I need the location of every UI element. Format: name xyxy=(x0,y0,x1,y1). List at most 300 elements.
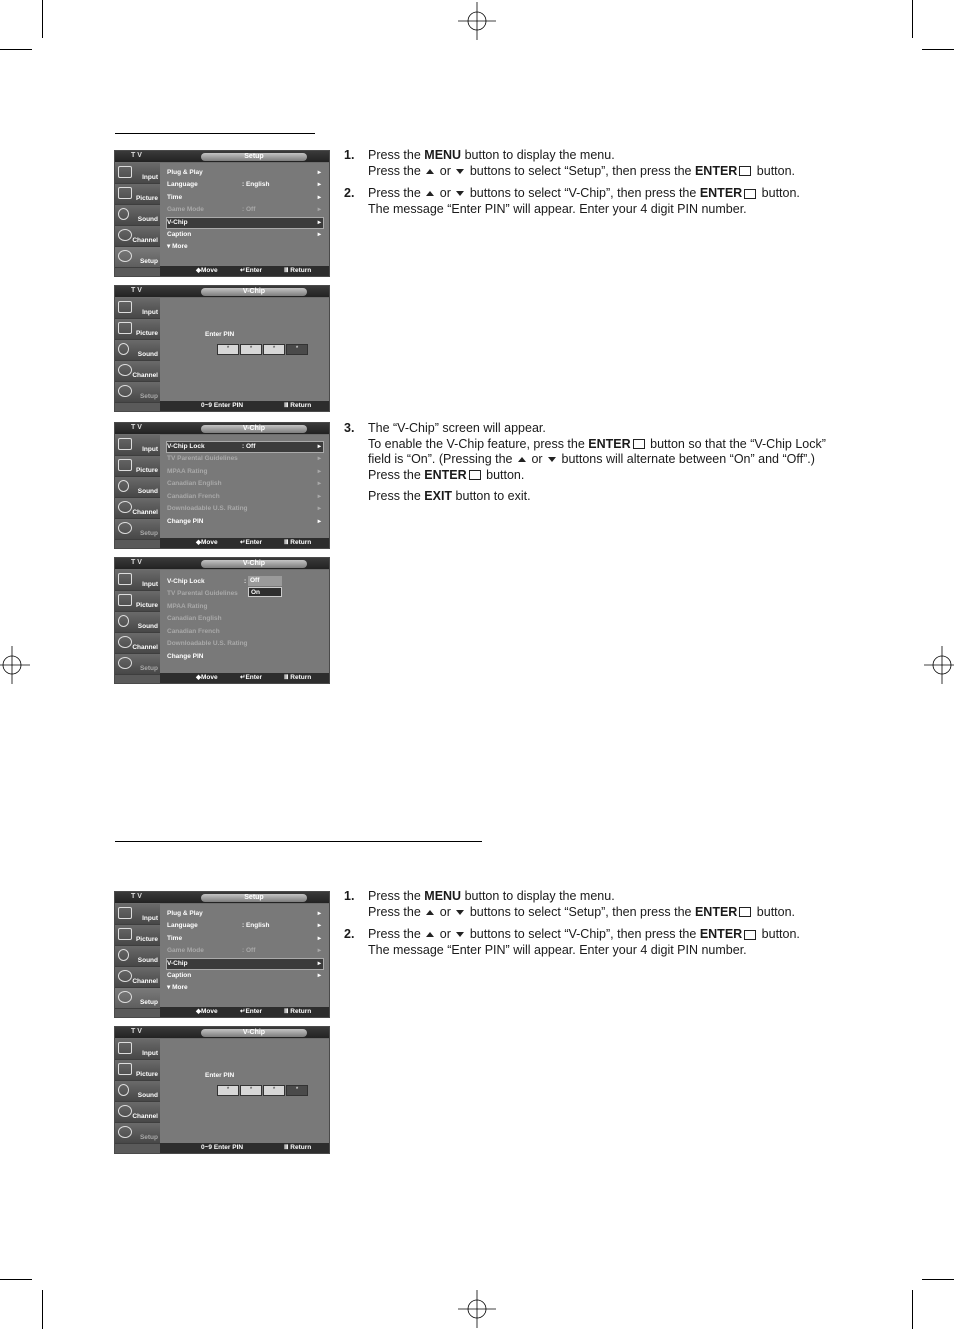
sidebar-item-setup[interactable] xyxy=(115,654,160,675)
sidebar-item-label: Picture xyxy=(135,936,158,943)
text: button. xyxy=(758,186,800,200)
sidebar-item-input[interactable] xyxy=(115,904,160,925)
sidebar-item-label: Picture xyxy=(135,1071,158,1078)
section-rule xyxy=(115,133,315,134)
osd-tv-label: T V xyxy=(131,424,142,431)
step-line xyxy=(368,927,800,943)
sidebar-item-input[interactable] xyxy=(115,570,160,591)
pin-digit-box[interactable]: * xyxy=(240,1085,262,1096)
text: Press the xyxy=(368,927,425,941)
text: buttons to select “Setup”, then press the xyxy=(466,163,695,178)
row-label: Canadian French xyxy=(167,628,220,635)
row-label: V-Chip xyxy=(167,219,188,226)
row-label: TV Parental Guidelines xyxy=(167,590,238,597)
sidebar-item-channel[interactable] xyxy=(115,226,160,247)
sound-icon xyxy=(118,208,129,220)
row-label: Downloadable U.S. Rating xyxy=(167,640,248,647)
crop-mark xyxy=(912,1290,913,1329)
up-arrow-icon xyxy=(518,457,526,462)
sidebar-item-setup[interactable] xyxy=(115,382,160,403)
row-value: : Off xyxy=(242,947,256,954)
exit-key: EXIT xyxy=(424,489,453,503)
sidebar-item-sound[interactable] xyxy=(115,1081,160,1102)
picture-icon xyxy=(118,1063,132,1075)
row-label: Caption xyxy=(167,231,192,238)
footer-move: ◆Move xyxy=(196,539,218,546)
osd-tv-label: T V xyxy=(131,152,142,159)
arrow-right-icon: ▸ xyxy=(317,947,321,954)
sidebar-item-channel[interactable] xyxy=(115,361,160,382)
registration-mark-icon xyxy=(916,646,954,684)
row-label: Change PIN xyxy=(167,518,204,525)
down-arrow-icon xyxy=(456,191,464,196)
osd-sidebar xyxy=(115,298,160,411)
row-label: V-Chip xyxy=(167,960,188,967)
menu-row-language[interactable] xyxy=(167,921,323,931)
text: Press the xyxy=(368,148,425,162)
row-label: V-Chip Lock xyxy=(167,443,205,450)
osd-enter-pin xyxy=(114,285,330,412)
osd-sidebar xyxy=(115,570,160,683)
osd-sidebar xyxy=(115,163,160,276)
sidebar-item-label: Input xyxy=(142,446,158,453)
enter-key: ENTER xyxy=(699,927,743,941)
text: Press the xyxy=(368,889,425,903)
text: button so that the “V-Chip Lock” xyxy=(646,436,826,451)
footer-return: Ⅲ Return xyxy=(284,402,312,409)
arrow-right-icon: ▸ xyxy=(317,206,321,213)
osd-title: Setup xyxy=(201,894,307,902)
sidebar-item-label: Channel xyxy=(132,372,158,379)
osd-header xyxy=(115,1027,329,1038)
step-line xyxy=(368,468,826,484)
enter-icon xyxy=(744,189,756,199)
sound-icon xyxy=(118,343,129,355)
sidebar-item-label: Picture xyxy=(135,602,158,609)
menu-row-game-mode[interactable] xyxy=(167,205,323,215)
menu-row-more[interactable] xyxy=(167,983,323,993)
pin-digit-box[interactable]: * xyxy=(263,344,285,355)
menu-row-plug-play[interactable] xyxy=(167,168,323,178)
sidebar-item-label: Setup xyxy=(139,393,158,400)
picture-icon xyxy=(118,928,132,940)
sidebar-item-label: Sound xyxy=(137,488,158,495)
gear-icon xyxy=(118,657,132,669)
step-line xyxy=(368,186,800,202)
menu-row-language[interactable] xyxy=(167,180,323,190)
sidebar-item-label: Setup xyxy=(139,665,158,672)
row-label: MPAA Rating xyxy=(167,603,208,610)
row-label: Downloadable U.S. Rating xyxy=(167,505,248,512)
row-value: : English xyxy=(242,922,270,929)
menu-row-tv-parental[interactable] xyxy=(167,454,323,464)
sidebar-item-label: Channel xyxy=(132,509,158,516)
enter-key: ENTER xyxy=(699,186,743,200)
channel-icon xyxy=(118,229,132,241)
step-number: 1. xyxy=(344,148,355,162)
enter-icon xyxy=(744,930,756,940)
footer-move: ◆Move xyxy=(196,267,218,274)
menu-row-mpaa[interactable] xyxy=(167,602,323,612)
osd-header xyxy=(115,558,329,569)
sidebar-item-label: Setup xyxy=(139,258,158,265)
step-line: The message “Enter PIN” will appear. Enter your 4 digit PIN number. xyxy=(368,942,747,957)
text: Press the xyxy=(368,467,425,482)
menu-row-vchip-lock[interactable] xyxy=(167,577,323,587)
osd-tv-label: T V xyxy=(131,287,142,294)
input-icon xyxy=(118,166,132,178)
arrow-right-icon: ▸ xyxy=(317,455,321,462)
up-arrow-icon xyxy=(426,191,434,196)
menu-row-vchip[interactable] xyxy=(167,218,323,228)
osd-footer xyxy=(160,1007,329,1017)
footer-enter: ↵Enter xyxy=(240,1008,263,1015)
footer-enter-pin: 0~9 Enter PIN xyxy=(201,402,244,409)
dropdown-option-off[interactable]: Off xyxy=(248,576,282,586)
sidebar-item-picture[interactable] xyxy=(115,591,160,612)
row-label: Change PIN xyxy=(167,653,204,660)
enter-icon xyxy=(633,439,645,449)
footer-move: ◆Move xyxy=(196,674,218,681)
row-colon: : xyxy=(244,578,247,585)
row-value: : Off xyxy=(242,443,256,450)
menu-row-change-pin[interactable] xyxy=(167,652,323,662)
gear-icon xyxy=(118,1126,132,1138)
footer-return: Ⅲ Return xyxy=(284,1008,312,1015)
menu-key: MENU xyxy=(424,148,462,162)
picture-icon xyxy=(118,322,132,334)
text: button to exit. xyxy=(452,489,531,503)
osd-enter-pin xyxy=(114,1026,330,1154)
menu-row-change-pin[interactable] xyxy=(167,517,323,527)
arrow-right-icon: ▸ xyxy=(317,181,321,188)
enter-key: ENTER xyxy=(694,904,738,919)
osd-title: V-Chip xyxy=(201,425,307,433)
sidebar-item-label: Picture xyxy=(135,330,158,337)
sidebar-item-label: Channel xyxy=(132,644,158,651)
row-label: V-Chip Lock xyxy=(167,578,205,585)
arrow-right-icon: ▸ xyxy=(317,505,321,512)
sidebar-item-picture[interactable] xyxy=(115,925,160,946)
menu-row-caption[interactable] xyxy=(167,230,323,240)
row-label: MPAA Rating xyxy=(167,468,208,475)
footer-enter: ↵Enter xyxy=(240,539,263,546)
sound-icon xyxy=(118,949,129,961)
osd-vchip-menu xyxy=(114,422,330,549)
up-arrow-icon xyxy=(426,932,434,937)
input-icon xyxy=(118,301,132,313)
osd-title: V-Chip xyxy=(201,560,307,568)
step-line xyxy=(368,889,795,905)
step-line xyxy=(368,489,826,505)
step-body xyxy=(368,421,826,505)
osd-title: Setup xyxy=(201,153,307,161)
section-rule xyxy=(115,841,482,842)
sidebar-item-picture[interactable] xyxy=(115,319,160,340)
enter-icon xyxy=(739,907,751,917)
channel-icon xyxy=(118,501,132,513)
osd-main xyxy=(160,570,329,673)
text: Press the xyxy=(368,186,425,200)
dropdown-option-on[interactable]: On xyxy=(248,587,282,597)
arrow-right-icon: ▸ xyxy=(317,219,321,226)
arrow-right-icon: ▸ xyxy=(317,194,321,201)
osd-header xyxy=(115,892,329,903)
menu-row-vchip-lock[interactable] xyxy=(167,442,323,452)
sidebar-item-setup[interactable] xyxy=(115,988,160,1009)
osd-tv-label: T V xyxy=(131,893,142,900)
picture-icon xyxy=(118,187,132,199)
menu-row-canadian-french[interactable] xyxy=(167,627,323,637)
text: buttons to select “Setup”, then press the xyxy=(466,904,695,919)
osd-footer xyxy=(160,538,329,548)
osd-main xyxy=(160,435,329,538)
channel-icon xyxy=(118,970,132,982)
step-body xyxy=(368,148,795,179)
row-value: : Off xyxy=(242,206,256,213)
step-line xyxy=(368,452,826,468)
crop-mark xyxy=(42,0,43,38)
menu-row-vchip[interactable] xyxy=(167,959,323,969)
text: button to display the menu. xyxy=(461,148,615,162)
text: buttons will alternate between “On” and “Off”.) xyxy=(558,452,815,466)
gear-icon xyxy=(118,385,132,397)
osd-setup-menu xyxy=(114,150,330,277)
sidebar-item-label: Input xyxy=(142,309,158,316)
row-label: Game Mode xyxy=(167,206,204,213)
gear-icon xyxy=(118,250,132,262)
arrow-right-icon: ▸ xyxy=(317,443,321,450)
text: or xyxy=(527,452,547,466)
menu-row-tv-parental[interactable] xyxy=(167,589,323,599)
crop-mark xyxy=(922,1279,954,1280)
registration-mark-icon xyxy=(458,1290,496,1328)
row-label: TV Parental Guidelines xyxy=(167,455,238,462)
osd-footer xyxy=(160,1143,329,1153)
row-label: Language xyxy=(167,181,198,188)
pin-prompt: Enter PIN xyxy=(205,331,235,338)
sidebar-item-setup[interactable] xyxy=(115,1123,160,1144)
pin-digit-box[interactable]: * xyxy=(240,344,262,355)
text: Press the xyxy=(368,904,425,919)
footer-enter-pin: 0~9 Enter PIN xyxy=(201,1144,244,1151)
row-label: Canadian English xyxy=(167,480,222,487)
menu-key: MENU xyxy=(424,889,462,903)
row-value: : English xyxy=(242,181,270,188)
channel-icon xyxy=(118,364,132,376)
sidebar-item-label: Input xyxy=(142,581,158,588)
step-number: 2. xyxy=(344,927,355,941)
step-line: The “V-Chip” screen will appear. xyxy=(368,421,546,435)
menu-row-time[interactable] xyxy=(167,934,323,944)
menu-row-more[interactable] xyxy=(167,242,323,252)
text: or xyxy=(436,927,455,941)
pin-digit-box[interactable]: * xyxy=(286,344,308,355)
sidebar-item-label: Channel xyxy=(132,237,158,244)
picture-icon xyxy=(118,459,132,471)
row-label: ▾ More xyxy=(167,984,188,991)
sidebar-item-input[interactable] xyxy=(115,435,160,456)
sidebar-item-label: Sound xyxy=(137,957,158,964)
sound-icon xyxy=(118,480,129,492)
sound-icon xyxy=(118,1084,129,1096)
step-body xyxy=(368,889,795,920)
sidebar-item-input[interactable] xyxy=(115,1039,160,1060)
step-number: 1. xyxy=(344,889,355,903)
sidebar-item-setup[interactable] xyxy=(115,519,160,540)
sidebar-item-input[interactable] xyxy=(115,163,160,184)
menu-row-game-mode[interactable] xyxy=(167,946,323,956)
text: button. xyxy=(758,927,800,941)
menu-row-mpaa[interactable] xyxy=(167,467,323,477)
sidebar-item-label: Input xyxy=(142,915,158,922)
sidebar-item-label: Picture xyxy=(135,195,158,202)
arrow-right-icon: ▸ xyxy=(317,480,321,487)
input-icon xyxy=(118,573,132,585)
sidebar-item-channel[interactable] xyxy=(115,633,160,654)
sidebar-item-label: Sound xyxy=(137,216,158,223)
osd-footer xyxy=(160,401,329,411)
sidebar-item-picture[interactable] xyxy=(115,184,160,205)
enter-key: ENTER xyxy=(694,163,738,178)
down-arrow-icon xyxy=(548,457,556,462)
down-arrow-icon xyxy=(456,169,464,174)
up-arrow-icon xyxy=(426,910,434,915)
text: buttons to select “V-Chip”, then press the xyxy=(466,927,700,941)
footer-return: Ⅲ Return xyxy=(284,674,312,681)
text: buttons to select “V-Chip”, then press the xyxy=(466,186,700,200)
menu-row-downloadable[interactable] xyxy=(167,504,323,514)
sidebar-item-label: Channel xyxy=(132,978,158,985)
arrow-right-icon: ▸ xyxy=(317,493,321,500)
osd-title: V-Chip xyxy=(201,288,307,296)
sidebar-item-label: Picture xyxy=(135,467,158,474)
arrow-right-icon: ▸ xyxy=(317,169,321,176)
sidebar-item-input[interactable] xyxy=(115,298,160,319)
footer-return: Ⅲ Return xyxy=(284,267,312,274)
enter-key: ENTER xyxy=(424,467,467,482)
enter-icon xyxy=(469,470,481,480)
gear-icon xyxy=(118,522,132,534)
step-body xyxy=(368,186,800,217)
row-label: Language xyxy=(167,922,198,929)
sidebar-item-label: Setup xyxy=(139,999,158,1006)
text: button to display the menu. xyxy=(461,889,615,903)
down-arrow-icon xyxy=(456,932,464,937)
text: or xyxy=(436,904,455,919)
pin-digit-box[interactable]: * xyxy=(217,1085,239,1096)
crop-mark xyxy=(912,0,913,38)
sidebar-item-sound[interactable] xyxy=(115,477,160,498)
sidebar-item-setup[interactable] xyxy=(115,247,160,268)
osd-header xyxy=(115,286,329,297)
row-label: Plug & Play xyxy=(167,169,203,176)
pin-prompt: Enter PIN xyxy=(205,1072,235,1079)
arrow-right-icon: ▸ xyxy=(317,922,321,929)
osd-tv-label: T V xyxy=(131,559,142,566)
osd-footer xyxy=(160,673,329,683)
osd-main xyxy=(160,163,329,266)
menu-row-time[interactable] xyxy=(167,193,323,203)
sidebar-item-label: Sound xyxy=(137,1092,158,1099)
text: Press the xyxy=(368,489,425,503)
menu-row-canadian-french[interactable] xyxy=(167,492,323,502)
sidebar-item-sound[interactable] xyxy=(115,205,160,226)
sidebar-item-channel[interactable] xyxy=(115,1102,160,1123)
row-label: Time xyxy=(167,935,183,942)
input-icon xyxy=(118,907,132,919)
sidebar-item-picture[interactable] xyxy=(115,456,160,477)
osd-sidebar xyxy=(115,1039,160,1153)
sound-icon xyxy=(118,615,129,627)
text: button. xyxy=(753,904,796,919)
down-arrow-icon xyxy=(456,910,464,915)
sidebar-item-sound[interactable] xyxy=(115,612,160,633)
sidebar-item-picture[interactable] xyxy=(115,1060,160,1081)
sidebar-item-label: Input xyxy=(142,1050,158,1057)
osd-main xyxy=(160,904,329,1007)
crop-mark xyxy=(42,1290,43,1329)
gear-icon xyxy=(118,991,132,1003)
step-line xyxy=(368,164,795,180)
step-number: 3. xyxy=(344,421,355,435)
step-body xyxy=(368,927,800,958)
sidebar-item-sound[interactable] xyxy=(115,946,160,967)
text: To enable the V-Chip feature, press the xyxy=(368,436,589,451)
text: or xyxy=(436,163,455,178)
step-line xyxy=(368,437,826,453)
pin-digit-box[interactable]: * xyxy=(263,1085,285,1096)
sidebar-item-label: Setup xyxy=(139,1134,158,1141)
picture-icon xyxy=(118,594,132,606)
osd-sidebar xyxy=(115,904,160,1017)
pin-digit-box[interactable]: * xyxy=(286,1085,308,1096)
sidebar-item-label: Sound xyxy=(137,351,158,358)
arrow-right-icon: ▸ xyxy=(317,518,321,525)
sidebar-item-channel[interactable] xyxy=(115,498,160,519)
arrow-right-icon: ▸ xyxy=(317,960,321,967)
up-arrow-icon xyxy=(426,169,434,174)
row-label: Plug & Play xyxy=(167,910,203,917)
footer-enter: ↵Enter xyxy=(240,674,263,681)
sidebar-item-label: Sound xyxy=(137,623,158,630)
menu-row-plug-play[interactable] xyxy=(167,909,323,919)
menu-row-downloadable[interactable] xyxy=(167,639,323,649)
text: button. xyxy=(482,467,525,482)
menu-row-caption[interactable] xyxy=(167,971,323,981)
pin-digit-box[interactable]: * xyxy=(217,344,239,355)
text: button. xyxy=(753,163,796,178)
sidebar-item-channel[interactable] xyxy=(115,967,160,988)
footer-return: Ⅲ Return xyxy=(284,539,312,546)
menu-row-canadian-english[interactable] xyxy=(167,479,323,489)
input-icon xyxy=(118,438,132,450)
enter-key: ENTER xyxy=(588,436,631,451)
arrow-right-icon: ▸ xyxy=(317,468,321,475)
registration-mark-icon xyxy=(0,646,38,684)
crop-mark xyxy=(0,49,32,50)
menu-row-canadian-english[interactable] xyxy=(167,614,323,624)
crop-mark xyxy=(0,1279,32,1280)
text: or xyxy=(436,186,455,200)
osd-footer xyxy=(160,266,329,276)
row-label: Time xyxy=(167,194,183,201)
sidebar-item-sound[interactable] xyxy=(115,340,160,361)
row-label: ▾ More xyxy=(167,243,188,250)
step-line xyxy=(368,148,795,164)
arrow-right-icon: ▸ xyxy=(317,231,321,238)
text: field is “On”. (Pressing the xyxy=(368,452,516,466)
